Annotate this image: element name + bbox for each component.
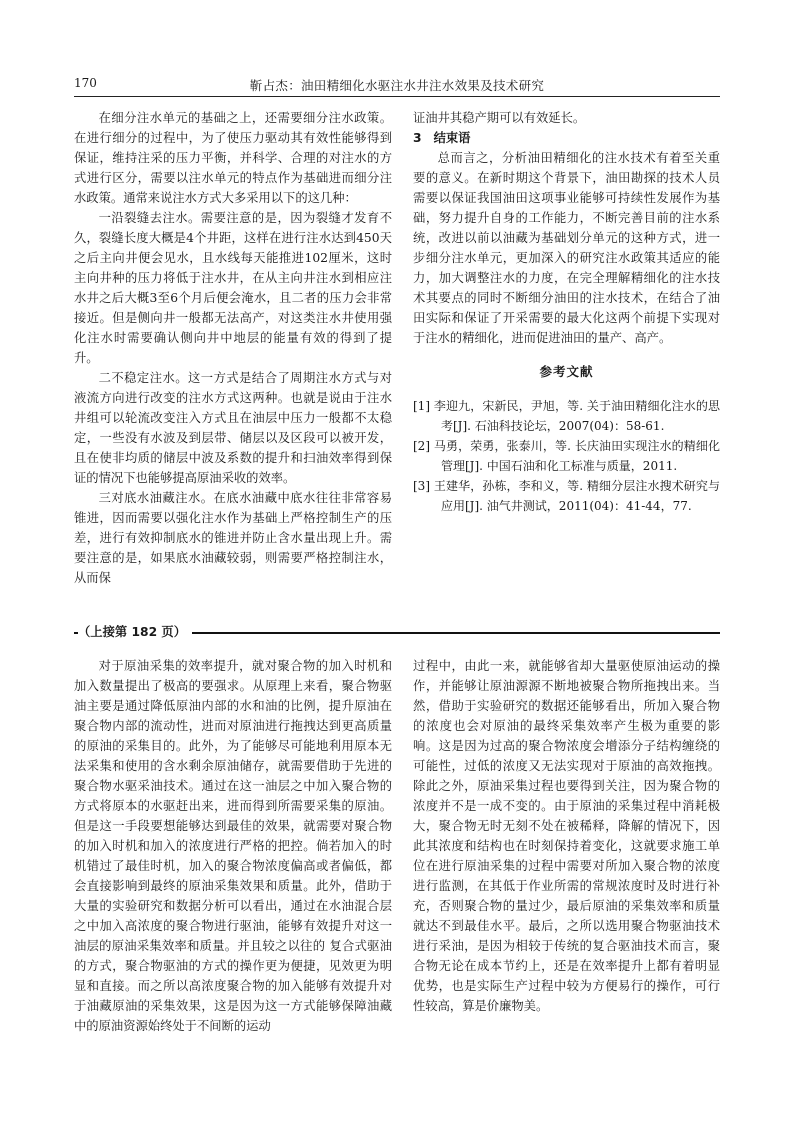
paragraph: 在细分注水单元的基础之上，还需要细分注水政策。在进行细分的过程中，为了使压力驱动其有效性能够得到保证，维持注采的压力平衡，并科学、合理的对注水的方式进行区分，需要以注水单元的特点作为基础进而细分注水政策。通常来说注水方式大多采用以下的这几种： <box>74 111 392 205</box>
paragraph: 三对底水油藏注水。在底水油藏中底水往往非常容易锥进，因而需要以强化注水作为基础上严格控制生产的压差，进行有效抑制底水的锥进并防止含水量出现上升。需要注意的是，如果底水油藏较弱，则需要严格控制注水，从而保 <box>74 491 392 585</box>
reference-item: [3] 王建华，孙栋，李和义，等. 精细分层注水搜术研究与应用[J]. 油气井测试，2011(04)：41-44，77. <box>413 479 720 513</box>
paragraph: 二不稳定注水。这一方式是结合了周期注水方式与对液流方向进行改变的注水方式这两种。也就是说由于注水井组可以轮流改变注入方式且在油层中压力一般都不太稳定，一些没有水波及到层带、储层以及区段可以被开发，且在使非均质的储层中波及系数的提升和扫油效率得到保证的情况下也能够提高原油采收的效率。 <box>74 371 392 485</box>
paragraph: 一沿裂缝去注水。需要注意的是，因为裂缝才发育不久，裂缝长度大概是4个井距，这样在进行注水达到450天之后主向井便会见水，且水线每天能推进102厘米，这时主向井种的压力将低于注水井，在从主向井注水到相应注水井之后大概3至6个月后便会淹水，且二者的压力会非常接近。但是侧向井一般都无法高产，对这类注水井使用强化注水时需要确认侧向井中地层的能量有效的得到了提升。 <box>74 211 392 365</box>
header-rule <box>74 96 720 97</box>
conclusion-paragraph: 总而言之，分析油田精细化的注水技术有着至关重要的意义。在新时期这个背景下，油田勘探的技术人员需要以保证我国油田这项事业能够可持续性发展作为基础，努力提升自身的工作能力，不断完善目前的注水系统，改进以前以油藏为基础划分单元的这种方式，进一步细分注水单元，更加深入的研究注水政策其适应的能力，加大调整注水的力度，在完全理解精细化的注水技术其要点的同时不断细分油田的注水技术，在结合了油田实际和保证了开采需要的最大化这两个前提下实现对于注水的精细化，进而促进油田的量产、高产。 <box>413 151 720 345</box>
paragraph-continuation: 证油井其稳产期可以有效延长。 <box>413 111 586 125</box>
page-number: 170 <box>74 76 97 90</box>
continuation-divider <box>74 622 720 642</box>
references-title: 参考文献 <box>539 364 594 379</box>
article-left-column <box>74 108 392 588</box>
continuation-label: （上接第 182 页） <box>78 622 192 640</box>
section-heading <box>413 128 720 148</box>
paragraph: 对于原油采集的效率提升，就对聚合物的加入时机和加入数量提出了极高的要强求。从原理上来看，聚合物驱油主要是通过降低原油内部的水和油的比例，提升原油在聚合物内部的流动性，进而对原油进行拖拽达到更高质量的原油的采集目的。此外，为了能够尽可能地利用原本无法采集和使用的含水剩余原油储存，就需要借助于先进的聚合物水驱采油技术。通过在这一油层之中加入聚合物的方式将原本的水驱赶出来，进而得到所需要采集的原油。但是这一手段要想能够达到最佳的效果，就需要对聚合物的加入时机和加入的浓度进行严格的把控。倘若加入的时机错过了最佳时机，加入的聚合物浓度偏高或者偏低，都会直接影响到最终的原油采集效果和质量。此外，借助于大量的实验研究和数据分析可以看出，通过在水油混合层之中加入高浓度的聚合物进行驱油，能够有效提升对这一油层的原油采集效率和质量。并且较之以往的 复合式驱油的方式，聚合物驱油的方式的操作更为便捷，见效更为明显和直接。而之所以高浓度聚合物的加入能够有效提升对于油藏原油的采集效果，这是因为这一方式能够保障油藏中的原油资源始终处于不间断的运动 <box>74 659 392 1033</box>
running-title: 靳占杰：油田精细化水驱注水井注水效果及技术研究 <box>249 78 545 93</box>
reference-item: [2] 马勇，荣勇，张泰川，等. 长庆油田实现注水的精细化管理[J]. 中国石油和化工标准与质量，2011. <box>413 439 720 473</box>
reference-item: [1] 李迎九，宋新民，尹旭，等. 关于油田精细化注水的思考[J]. 石油科技论坛，2007(04)：58-61. <box>413 399 720 433</box>
continued-left-column <box>74 656 392 1036</box>
paragraph: 过程中，由此一来，就能够省却大量驱使原油运动的操作，并能够让原油源源不断地被聚合物所拖拽出来。当然，借助于实验研究的数据还能够看出，所加入聚合物的浓度也会对原油的最终采集效率产生极为重要的影响。这是因为过高的聚合物浓度会增添分子结构缠绕的可能性，过低的浓度又无法实现对于原油的高效拖拽。除此之外，原油采集过程也要得到关注，因为聚合物的浓度并不是一成不变的。由于原油的采集过程中消耗极大，聚合物无时无刻不处在被稀释，降解的情况下，因此其浓度和结构也在时刻保持着变化，这就要求施工单位在进行原油采集的过程中需要对所加入聚合物的浓度进行监测，在其低于作业所需的常规浓度时及时进行补充，否则聚合物的量过少，最后原油的采集效率和质量就达不到最佳水平。最后，之所以选用聚合物驱油技术进行采油，是因为相较于传统的复合驱油技术而言，聚合物无论在成本节约上，还是在效率提升上都有着明显优势，也是实际生产过程中较为方便易行的操作，可行性较高，算是价廉物美。 <box>413 659 720 1013</box>
section-number: 3 <box>413 131 422 145</box>
article-right-column <box>413 108 720 516</box>
continued-right-column <box>413 656 720 1016</box>
section-title: 结束语 <box>433 131 471 145</box>
